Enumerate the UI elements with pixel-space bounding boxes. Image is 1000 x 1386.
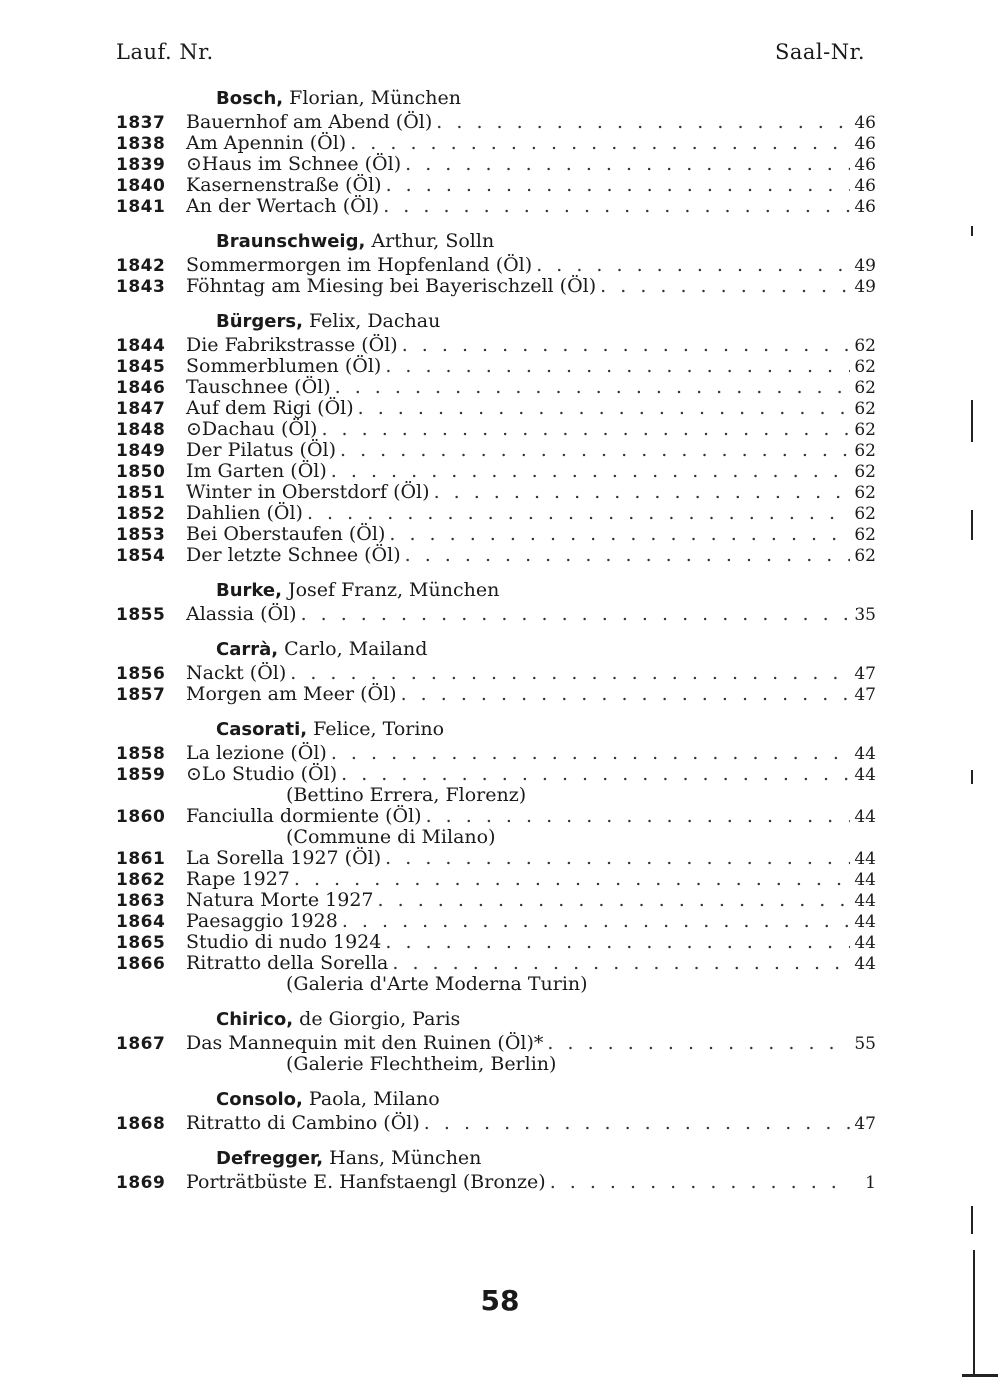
dot-leader	[294, 869, 850, 890]
header-saal-nr: Saal-Nr.	[775, 40, 866, 64]
entry-room: 47	[854, 1114, 876, 1134]
catalog-entry	[116, 604, 876, 625]
dot-leader	[321, 419, 850, 440]
catalog-entry	[116, 377, 876, 398]
artist-heading	[216, 1085, 876, 1113]
dot-leader	[342, 911, 850, 932]
entry-number: 1856	[116, 664, 166, 684]
entry-room: 62	[854, 525, 876, 545]
entry-room: 44	[854, 870, 876, 890]
entry-room: 44	[854, 765, 876, 785]
entry-number: 1850	[116, 462, 166, 482]
entry-room: 62	[854, 420, 876, 440]
artist-group	[116, 715, 876, 995]
entry-room: 46	[854, 134, 876, 154]
catalog-entry	[116, 112, 876, 133]
catalog-entry	[116, 503, 876, 524]
entry-title: Rape 1927	[186, 868, 290, 890]
entry-number: 1867	[116, 1034, 166, 1054]
entry-room: 49	[854, 256, 876, 276]
entry-room: 62	[854, 462, 876, 482]
entry-title: Porträtbüste E. Hanfstaengl (Bronze)	[186, 1171, 546, 1193]
entry-room: 44	[854, 744, 876, 764]
dot-leader	[385, 848, 850, 869]
entry-number: 1861	[116, 849, 166, 869]
entry-title: Auf dem Rigi (Öl)	[186, 397, 354, 419]
entry-room: 1	[865, 1173, 876, 1193]
dot-leader	[331, 461, 850, 482]
scan-edge-mark	[973, 1250, 975, 1376]
entry-title: Sommermorgen im Hopfenland (Öl)	[186, 254, 533, 276]
entry-number: 1852	[116, 504, 166, 524]
catalog-entry	[116, 154, 876, 175]
entry-title: Am Apennin (Öl)	[186, 132, 347, 154]
catalog-entry	[116, 1113, 876, 1134]
artist-group	[116, 1144, 876, 1193]
entry-room: 62	[854, 441, 876, 461]
dot-leader	[550, 1172, 850, 1193]
artist-detail: Felice, Torino	[307, 718, 445, 740]
entry-title: Ritratto della Sorella	[186, 952, 389, 974]
catalog-entry	[116, 419, 876, 440]
entry-title: Kasernenstraße (Öl)	[186, 174, 382, 196]
entry-number: 1863	[116, 891, 166, 911]
entry-title: Tauschnee (Öl)	[186, 376, 331, 398]
dot-leader	[536, 255, 850, 276]
entry-room: 47	[854, 685, 876, 705]
artist-name: Burke,	[216, 580, 282, 601]
dot-leader	[350, 133, 850, 154]
entry-title: Dahlien (Öl)	[186, 502, 303, 524]
entry-room: 46	[854, 197, 876, 217]
artist-name: Casorati,	[216, 719, 308, 740]
entry-number: 1858	[116, 744, 166, 764]
artist-heading	[216, 227, 876, 255]
catalog-entry	[116, 1033, 876, 1054]
catalog-entry	[116, 953, 876, 974]
artist-group	[116, 227, 876, 297]
artist-name: Braunschweig,	[216, 231, 366, 252]
dot-leader	[424, 1113, 850, 1134]
entry-lender-note: (Bettino Errera, Florenz)	[286, 784, 527, 806]
entry-room: 62	[854, 378, 876, 398]
scan-edge-mark	[971, 400, 973, 442]
catalog-entry	[116, 133, 876, 154]
page-number: 58	[480, 1284, 520, 1317]
entry-room: 46	[854, 113, 876, 133]
dot-leader	[434, 482, 850, 503]
entry-title: An der Wertach (Öl)	[186, 195, 380, 217]
entry-number: 1855	[116, 605, 166, 625]
artist-heading	[216, 635, 876, 663]
entry-number: 1841	[116, 197, 166, 217]
artist-detail: Felix, Dachau	[302, 310, 441, 332]
entry-number: 1853	[116, 525, 166, 545]
entry-room: 44	[854, 849, 876, 869]
artist-group	[116, 1005, 876, 1075]
entry-number: 1864	[116, 912, 166, 932]
dot-leader	[385, 932, 850, 953]
entry-title: Paesaggio 1928	[186, 910, 338, 932]
entry-room: 46	[854, 155, 876, 175]
entry-number: 1837	[116, 113, 166, 133]
artist-name: Bürgers,	[216, 311, 303, 332]
catalog-entry	[116, 255, 876, 276]
entry-title: Morgen am Meer (Öl)	[186, 683, 397, 705]
catalog-entry	[116, 932, 876, 953]
catalog-entry	[116, 663, 876, 684]
catalog-entry	[116, 440, 876, 461]
artist-detail: Josef Franz, München	[281, 579, 500, 601]
dot-leader	[401, 684, 850, 705]
catalog-entry	[116, 335, 876, 356]
catalog-entry	[116, 356, 876, 377]
entry-title: Bei Oberstaufen (Öl)	[186, 523, 386, 545]
entry-room: 44	[854, 954, 876, 974]
artist-heading	[216, 1144, 876, 1172]
artist-heading	[216, 576, 876, 604]
artist-heading	[216, 1005, 876, 1033]
scan-edge-mark	[962, 1374, 998, 1377]
catalog-entry	[116, 461, 876, 482]
scan-edge-mark	[971, 1206, 973, 1234]
artist-name: Defregger,	[216, 1148, 324, 1169]
entry-number: 1862	[116, 870, 166, 890]
catalog-entry	[116, 398, 876, 419]
entry-title: La lezione (Öl)	[186, 742, 327, 764]
dot-leader	[547, 1033, 850, 1054]
catalog-entry	[116, 684, 876, 705]
entry-number: 1846	[116, 378, 166, 398]
entry-title: Nackt (Öl)	[186, 662, 287, 684]
catalog-entry	[116, 764, 876, 785]
entry-title: ⊙Haus im Schnee (Öl)	[186, 153, 402, 175]
entry-title: Winter in Oberstdorf (Öl)	[186, 481, 430, 503]
artist-group	[116, 84, 876, 217]
entry-number: 1839	[116, 155, 166, 175]
entry-number: 1860	[116, 807, 166, 827]
catalog-entry	[116, 276, 876, 297]
entry-title: Föhntag am Miesing bei Bayerischzell (Öl)	[186, 275, 597, 297]
catalog-entry	[116, 806, 876, 827]
entry-title: Studio di nudo 1924	[186, 931, 382, 953]
entry-number: 1845	[116, 357, 166, 377]
entry-title: Fanciulla dormiente (Öl)	[186, 805, 422, 827]
catalog-entry	[116, 848, 876, 869]
entry-room: 62	[854, 483, 876, 503]
entry-number: 1840	[116, 176, 166, 196]
entry-room: 47	[854, 664, 876, 684]
dot-leader	[301, 604, 850, 625]
artist-detail: de Giorgio, Paris	[293, 1008, 461, 1030]
entry-number: 1869	[116, 1173, 166, 1193]
dot-leader	[392, 953, 850, 974]
catalog-listing	[116, 84, 876, 1203]
scan-edge-mark	[971, 510, 973, 540]
artist-group	[116, 1085, 876, 1134]
catalog-entry	[116, 1172, 876, 1193]
entry-title: ⊙Dachau (Öl)	[186, 418, 318, 440]
entry-room: 49	[854, 277, 876, 297]
artist-name: Consolo,	[216, 1089, 303, 1110]
dot-leader	[383, 196, 850, 217]
entry-number: 1851	[116, 483, 166, 503]
dot-leader	[340, 440, 850, 461]
dot-leader	[307, 503, 850, 524]
entry-room: 62	[854, 504, 876, 524]
entry-number: 1857	[116, 685, 166, 705]
dot-leader	[335, 377, 850, 398]
artist-heading	[216, 307, 876, 335]
entry-title: Natura Morte 1927	[186, 889, 374, 911]
scan-edge-mark	[971, 226, 973, 236]
dot-leader	[341, 764, 850, 785]
artist-detail: Arthur, Solln	[365, 230, 495, 252]
entry-room: 44	[854, 891, 876, 911]
entry-lender-note: (Commune di Milano)	[286, 826, 496, 848]
entry-title: Alassia (Öl)	[186, 603, 297, 625]
artist-heading	[216, 715, 876, 743]
dot-leader	[405, 545, 850, 566]
dot-leader	[386, 175, 850, 196]
catalog-entry	[116, 196, 876, 217]
entry-title: Das Mannequin mit den Ruinen (Öl)*	[186, 1032, 544, 1054]
catalog-entry	[116, 545, 876, 566]
dot-leader	[402, 335, 850, 356]
entry-number: 1849	[116, 441, 166, 461]
catalog-entry	[116, 890, 876, 911]
entry-room: 62	[854, 357, 876, 377]
dot-leader	[436, 112, 850, 133]
entry-number: 1838	[116, 134, 166, 154]
entry-number: 1859	[116, 765, 166, 785]
entry-lender-note: (Galeria d'Arte Moderna Turin)	[286, 973, 588, 995]
entry-number: 1842	[116, 256, 166, 276]
entry-title: ⊙Lo Studio (Öl)	[186, 763, 338, 785]
entry-room: 44	[854, 933, 876, 953]
artist-group	[116, 307, 876, 566]
scan-edge-mark	[971, 770, 973, 784]
entry-title: Ritratto di Cambino (Öl)	[186, 1112, 420, 1134]
entry-number: 1844	[116, 336, 166, 356]
dot-leader	[389, 524, 850, 545]
artist-detail: Paola, Milano	[302, 1088, 440, 1110]
entry-room: 46	[854, 176, 876, 196]
artist-detail: Hans, München	[323, 1147, 482, 1169]
entry-room: 44	[854, 912, 876, 932]
catalog-entry	[116, 482, 876, 503]
entry-title: Der Pilatus (Öl)	[186, 439, 337, 461]
dot-leader	[385, 356, 850, 377]
entry-title: Bauernhof am Abend (Öl)	[186, 111, 433, 133]
artist-group	[116, 576, 876, 625]
entry-room: 35	[854, 605, 876, 625]
catalog-entry	[116, 175, 876, 196]
entry-number: 1848	[116, 420, 166, 440]
entry-room: 55	[854, 1034, 876, 1054]
entry-room: 62	[854, 399, 876, 419]
artist-group	[116, 635, 876, 705]
entry-title: La Sorella 1927 (Öl)	[186, 847, 382, 869]
entry-room: 44	[854, 807, 876, 827]
entry-room: 62	[854, 546, 876, 566]
dot-leader	[426, 806, 850, 827]
catalog-entry	[116, 743, 876, 764]
entry-number: 1854	[116, 546, 166, 566]
entry-title: Die Fabrikstrasse (Öl)	[186, 334, 398, 356]
artist-name: Bosch,	[216, 88, 284, 109]
artist-heading	[216, 84, 876, 112]
entry-room: 62	[854, 336, 876, 356]
artist-name: Carrà,	[216, 639, 279, 660]
header-lauf-nr: Lauf. Nr.	[116, 40, 214, 64]
catalog-entry	[116, 911, 876, 932]
entry-title: Im Garten (Öl)	[186, 460, 327, 482]
entry-number: 1847	[116, 399, 166, 419]
catalog-entry	[116, 869, 876, 890]
artist-detail: Florian, München	[283, 87, 461, 109]
entry-title: Sommerblumen (Öl)	[186, 355, 382, 377]
entry-number: 1866	[116, 954, 166, 974]
entry-title: Der letzte Schnee (Öl)	[186, 544, 401, 566]
dot-leader	[600, 276, 850, 297]
dot-leader	[290, 663, 850, 684]
entry-number: 1868	[116, 1114, 166, 1134]
dot-leader	[331, 743, 850, 764]
dot-leader	[378, 890, 850, 911]
entry-lender-note: (Galerie Flechtheim, Berlin)	[286, 1053, 557, 1075]
artist-detail: Carlo, Mailand	[278, 638, 428, 660]
dot-leader	[405, 154, 850, 175]
entry-number: 1843	[116, 277, 166, 297]
artist-name: Chirico,	[216, 1009, 294, 1030]
entry-number: 1865	[116, 933, 166, 953]
dot-leader	[358, 398, 850, 419]
catalog-entry	[116, 524, 876, 545]
